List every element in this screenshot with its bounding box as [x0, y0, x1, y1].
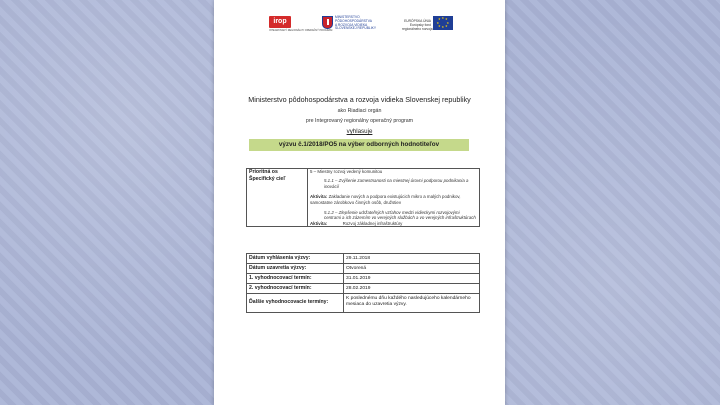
activity-1-label: Aktivita:	[310, 194, 328, 200]
activity-2	[310, 221, 477, 226]
further-evaluation-label: Ďalšie vyhodnocovacie termíny:	[247, 294, 344, 313]
activity-2-text: Rozvoj základnej infraštruktúry	[342, 220, 403, 226]
priority-value-cell	[308, 169, 480, 227]
activity-1-text: Zakladanie nových a podpora existujúcich mikro a malých podnikov, samostatne zárobkovo činných osôb, družstiev	[310, 194, 461, 205]
irop-logo-caption: INTEGROVANÝ REGIONÁLNY OPERAČNÝ PROGRAM	[269, 29, 333, 32]
table-row	[247, 284, 480, 294]
program-name: pre Integrovaný regionálny operačný program	[305, 118, 414, 124]
announce-date-label: Dátum vyhlásenia výzvy:	[247, 254, 344, 264]
close-date-value: Otvorená	[344, 264, 480, 274]
priority-axis-label: Prioritná os	[249, 169, 278, 175]
logo-bar	[214, 14, 505, 40]
evaluation-1-value: 31.01.2019	[344, 274, 480, 284]
ministry-logo	[322, 16, 382, 36]
table-row	[247, 264, 480, 274]
announce-date-value: 29.11.2018	[344, 254, 480, 264]
eu-flag-icon: ★ ★ ★ ★ ★ ★ ★ ★	[433, 16, 453, 30]
eu-logo	[402, 16, 472, 36]
specific-goal-2: 5.1.2 – Zlepšenie udržateľných vzťahov medzi vidieckymi rozvojovými centrami a ich zázemím vo verejných službách a vo verejných infraštruktúrach	[324, 210, 476, 221]
coat-of-arms-icon	[322, 16, 333, 29]
evaluation-2-label: 2. vyhodnocovací termín:	[247, 284, 344, 294]
ministry-heading: Ministerstvo pôdohospodárstva a rozvoja vidieka Slovenskej republiky	[248, 95, 471, 104]
priority-table	[246, 168, 480, 227]
dates-table	[246, 253, 480, 313]
further-evaluation-value: K poslednému dňu každého nasledujúceho kalendárneho mesiaca do uzavretia výzvy.	[344, 294, 480, 313]
eu-logo-text: EURÓPSKA ÚNIA Európsky fond regionálneho rozvoja	[402, 19, 433, 31]
evaluation-1-label: 1. vyhodnocovací termín:	[247, 274, 344, 284]
specific-goal-label: Špecifický cieľ	[249, 175, 286, 182]
activity-1	[310, 194, 477, 205]
table-row	[247, 274, 480, 284]
ministry-logo-text: MINISTERSTVO PÔDOHOSPODÁRSTVA A ROZVOJA VIDIEKA SLOVENSKEJ REPUBLIKY	[335, 15, 377, 31]
call-title: výzvu č.1/2018/PO5 na výber odborných hodnotiteľov	[249, 139, 469, 151]
irop-logo	[269, 16, 333, 32]
table-row	[247, 254, 480, 264]
document-page	[214, 0, 505, 405]
priority-axis-value: 5 – Miestny rozvoj vedený komunitou	[310, 169, 383, 174]
activity-2-label: Aktivita:	[310, 220, 328, 226]
close-date-label: Dátum uzavretia výzvy:	[247, 264, 344, 274]
announces-label: vyhlasuje	[346, 128, 373, 135]
evaluation-2-value: 28.02.2019	[344, 284, 480, 294]
irop-logo-mark: irop	[269, 16, 291, 28]
specific-goal-1: 5.1.1 – Zvýšenie zamestnanosti na miestnej úrovni podporou podnikania a inovácií	[324, 178, 469, 189]
priority-label-cell	[247, 169, 308, 227]
authority-role: ako Riadiaci orgán	[337, 108, 382, 114]
table-row	[247, 294, 480, 313]
